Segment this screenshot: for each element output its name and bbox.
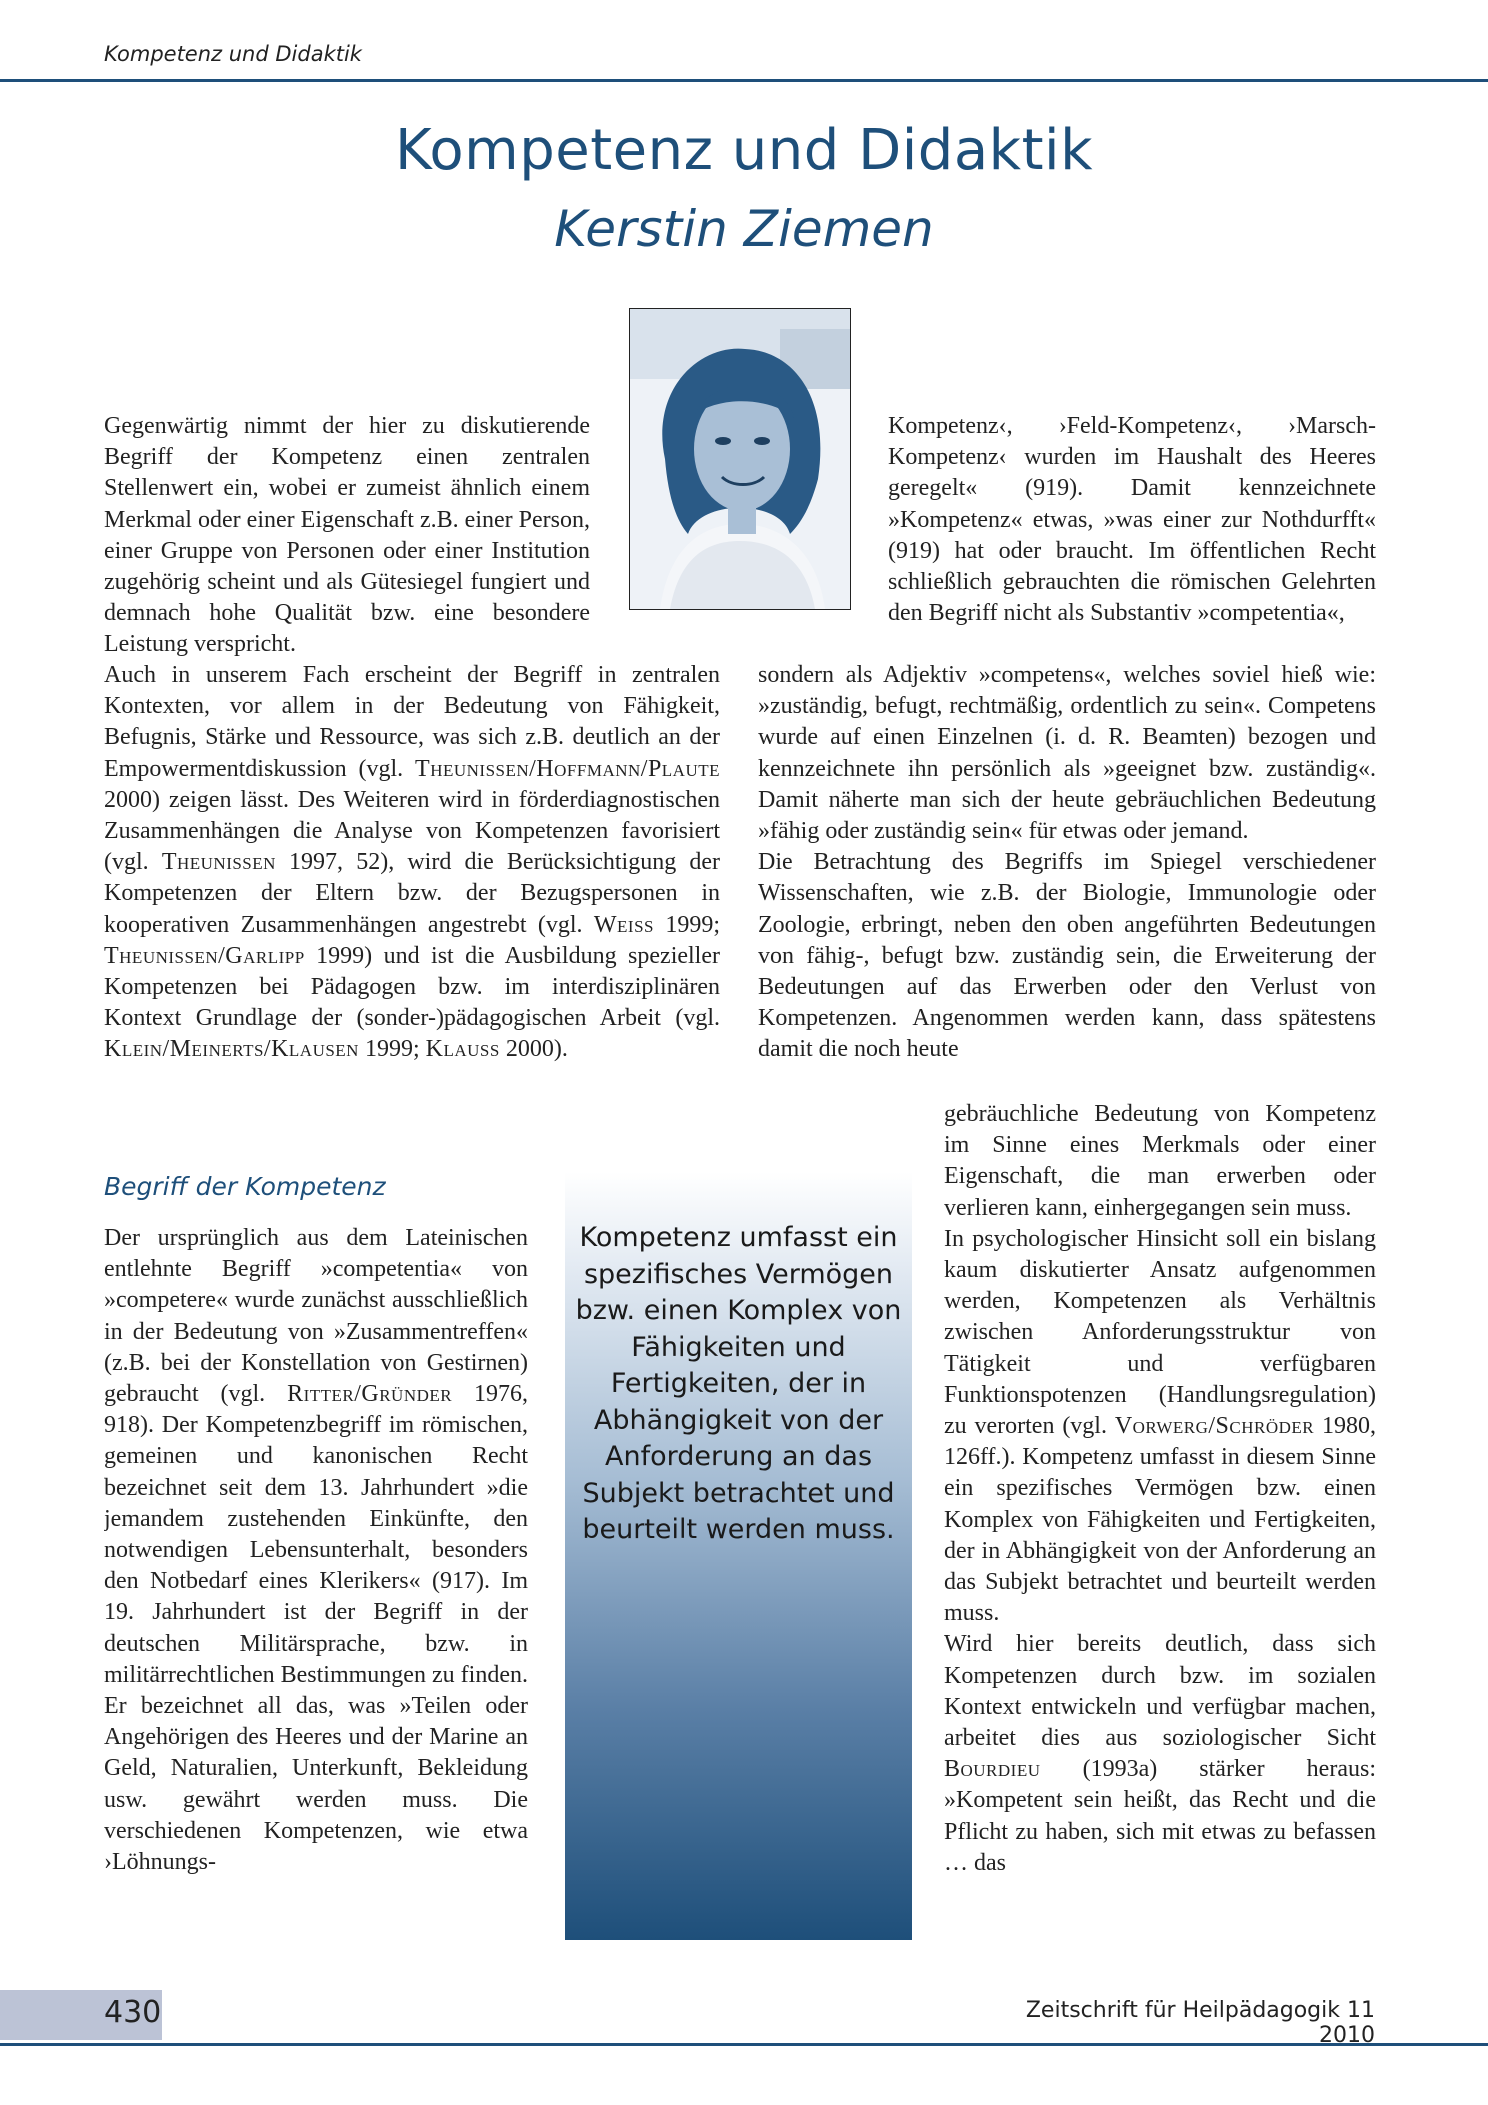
right-column-narrow-top [888,411,1376,661]
right-column-narrow-bottom [944,1099,1376,1943]
article-title: Kompetenz und Didaktik [394,118,1094,183]
journal-name: Zeitschrift für Heilpädagogik 11 2010 [1025,1998,1375,2048]
citation-author: Theunissen/Hoffmann/Plaute [415,755,720,782]
right-paragraph-2: Die Betrachtung des Begriffs im Spiegel verschiedener Wissenschaften, wie z.B. der Biologie, Immunologie oder Zoologie, erbringt, neben den oben angeführten Bedeutungen von fähig-, befugt bzw. zuständig sein, die Erweiterung der Bedeutungen auf das Erwerben oder den Verlust von Kompetenzen. Angenommen werden kann, dass spätestens damit die noch heute [758,849,1376,1063]
citation-author: Vorwerg/Schröder [1114,1413,1315,1440]
right-paragraph-5: Wird hier bereits deutlich, dass sich Kompetenzen durch bzw. im sozialen Kontext entwickeln und verfügbar machen, arbeitet dies aus soziologischer Sicht Bourdieu (1993a) stärker heraus: »Kompetent sein heißt, das Recht und die Pflicht zu haben, sich mit etwas zu befassen … das [944,1631,1376,1876]
pull-quote-text: Kompetenz umfasst ein spezifisches Vermögen bzw. einen Komplex von Fähigkeiten und Fertigkeiten, der in Abhängigkeit von der Anforderung an das Subjekt betrachtet und beurteilt werden muss. [575,1222,902,1545]
citation-author: Weiss [593,911,654,938]
citation-author: Klein/Meinerts/Klausen [104,1036,359,1063]
intro-paragraph-continued: Auch in unserem Fach erscheint der Begriff in zentralen Kontexten, vor allem in der Bedeutung von Fähigkeit, Befugnis, Stärke und Ressource, was sich z.B. deutlich an der Empowermentdiskussion (vgl. Theunissen/Hoffmann/Plaute 2000) zeigen lässt. Des Weiteren wird in förderdiagnostischen Zusammenhängen die Analyse von Kompetenzen favorisiert (vgl. Theunissen 1997, 52), wird die Berücksichtigung der Kompetenzen der Eltern bzw. der Bezugspersonen in kooperativen Zusammenhängen angestrebt (vgl. Weiss 1999; Theunissen/Garlipp 1999) und ist die Ausbildung spezieller Kompetenzen bei Pädagogen bzw. im interdisziplinären Kontext Grundlage der (sonder-)pädagogischen Arbeit (vgl. Klein/Meinerts/Klausen 1999; Klauss 2000). [104,662,720,1063]
section-paragraph: Der ursprünglich aus dem Lateinischen entlehnte Begriff »competentia« von »competere« wurde zunächst ausschließlich in der Bedeutung von »Zusammentreffen« (z.B. bei der Konstellation von Gestirnen) gebraucht (vgl. Ritter/Gründer 1976, 918). Der Kompetenzbegriff im römischen, gemeinen und kanonischen Recht bezeichnet seit dem 13. Jahrhundert »die jemandem zustehenden Einkünfte, den notwendigen Lebensunterhalt, besonders den Notbedarf eines Klerikers« (917). Im 19. Jahrhundert ist der Begriff in der deutschen Militärsprache, bzw. in militärrechtlichen Bestimmungen zu finden. Er bezeichnet all das, was »Teilen oder Angehörigen des Heeres und der Marine an Geld, Naturalien, Unterkunft, Bekleidung usw. gewährt werden muss. Die verschiedenen Kompetenzen, wie etwa ›Löhnungs- [104,1225,528,1876]
right-column-full [758,660,1376,1103]
citation-author: Theunissen/Garlipp [104,942,305,969]
citation-author: Bourdieu [944,1756,1041,1783]
right-paragraph-start: Kompetenz‹, ›Feld-Kompetenz‹, ›Marsch-Kompetenz‹ wurden im Haushalt des Heeres geregelt« (919). Damit kennzeichnete »Kompetenz« etwas, »was einer zur Nothdurfft« (919) hat oder braucht. Im öffentlichen Recht schließlich gebrauchten die römischen Gelehrten den Begriff nicht als Substantiv »competentia«, [888,413,1376,627]
left-column-intro-narrow [104,411,590,661]
author-portrait [629,308,851,610]
portrait-image [630,309,850,609]
intro-paragraph-start: Gegenwärtig nimmt der hier zu diskutierende Begriff der Kompetenz einen zentralen Stellenwert ein, wobei er zumeist ähnlich einem Merkmal oder einer Eigenschaft z.B. einer Person, einer Gruppe von Personen oder einer Institution zugehörig scheint und als Gütesiegel fungiert und demnach hohe Qualität bzw. eine besondere Leistung verspricht. [104,413,590,658]
left-column-intro-full [104,660,720,1140]
right-paragraph-4: In psychologischer Hinsicht soll ein bislang kaum diskutierter Ansatz aufgenommen werden, Kompetenzen als Verhältnis zwischen Anforderungsstruktur von Tätigkeit und verfügbaren Funktionspotenzen (Handlungsregulation) zu verorten (vgl. Vorwerg/Schröder 1980, 126ff.). Kompetenz umfasst in diesem Sinne ein spezifisches Vermögen bzw. einen Komplex von Fähigkeiten und Fertigkeiten, der in Abhängigkeit von der Anforderung an das Subjekt betrachtet und beurteilt werden muss. [944,1225,1376,1627]
pull-quote-box [565,1172,912,1940]
citation-author: Theunissen [161,849,276,876]
running-head: Kompetenz und Didaktik [104,42,362,66]
citation-author: Klauss [425,1036,500,1063]
right-paragraph-1: sondern als Adjektiv »competens«, welches soviel hieß wie: »zuständig, befugt, rechtmäßig, ordentlich zu sein«. Competens wurde auf einen Einzelnen (i. d. R. Beamten) bezogen und kennzeichnete ihn persönlich als »geeignet bzw. zuständig«. Damit näherte man sich der heute gebräuchlichen Bedeutung »fähig oder zuständig sein« für etwas oder jemand. [758,662,1376,845]
header-rule [0,79,1488,82]
left-column-section [104,1223,528,1943]
page-number: 430 [104,1995,162,2030]
right-paragraph-3: gebräuchliche Bedeutung von Kompetenz im Sinne eines Merkmals oder einer Eigenschaft, die man erwerben oder verlieren kann, einhergegangen sein muss. [944,1101,1376,1221]
citation-author: Ritter/Gründer [287,1381,453,1408]
article-author: Kerstin Ziemen [554,200,934,258]
section-heading: Begriff der Kompetenz [104,1172,386,1201]
